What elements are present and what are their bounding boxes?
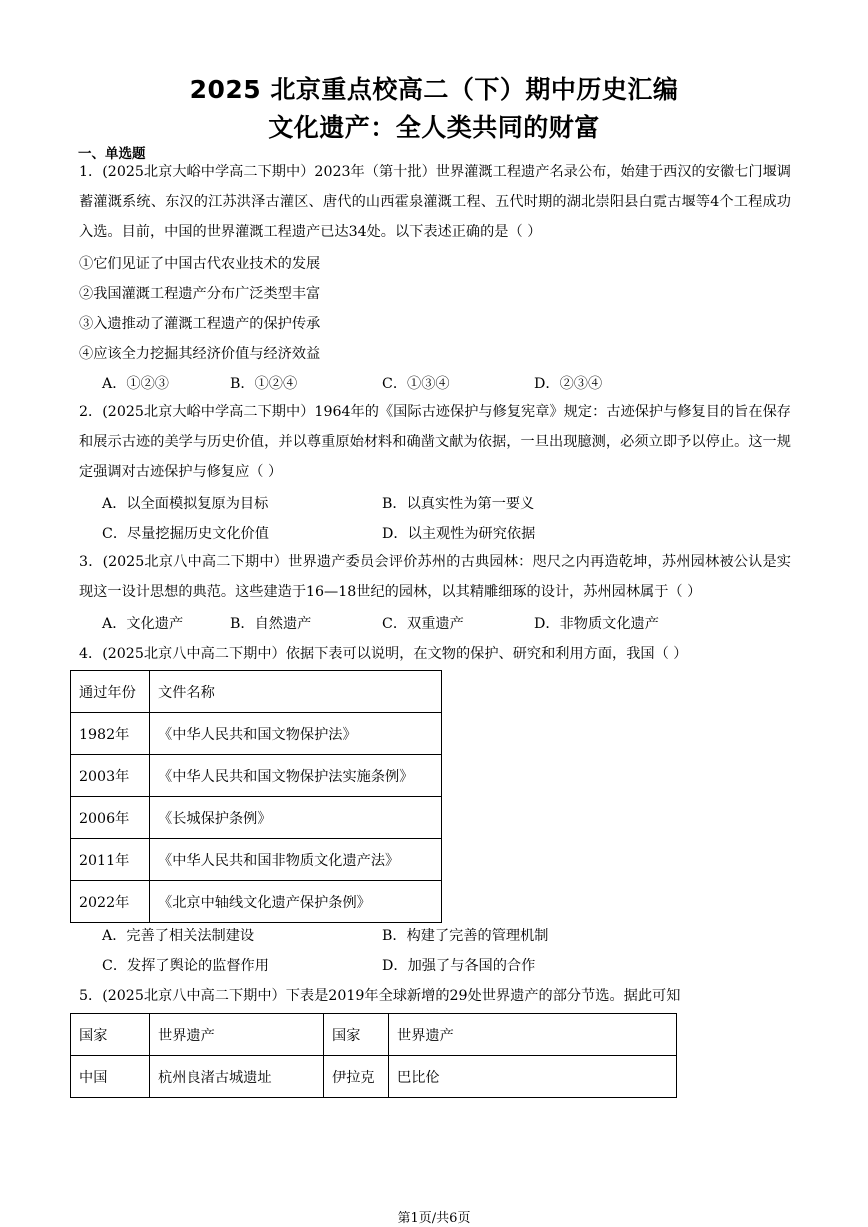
question-2-stem: 2．(2025北京大峪中学高二下期中）1964年的《国际古迹保护与修复宪章》规定：古迹保护与修复目的旨在保存和展示古迹的美学与历史价值，并以尊重原始材料和确凿文献为依据，一旦出现臆测，必须立即予以停止。这一规定强调对古迹保护与修复应（ ） — [79, 404, 791, 480]
table-cell: 《中华人民共和国文物保护法实施条例》 — [150, 755, 442, 797]
table-cell: 《北京中轴线文化遗产保护条例》 — [150, 881, 442, 923]
question-3-option-b: B．自然遗产 — [230, 616, 312, 632]
question-2-option-a: A．以全面模拟复原为目标 — [102, 496, 269, 512]
question-5-stem: 5．(2025北京八中高二下期中）下表是2019年全球新增的29处世界遗产的部分节选。据此可知 — [79, 988, 681, 1004]
table-header-cell: 文件名称 — [150, 671, 442, 713]
question-1-option-a: A．①②③ — [102, 376, 169, 392]
question-1-option-c: C．①③④ — [382, 376, 450, 392]
table-header-cell: 国家 — [71, 1014, 150, 1056]
question-1-statement: ①它们见证了中国古代农业技术的发展 — [79, 256, 321, 272]
table-cell: 2003年 — [71, 755, 150, 797]
table-header-cell: 世界遗产 — [389, 1014, 677, 1056]
question-1-statement: ③入遗推动了灌溉工程遗产的保护传承 — [79, 316, 321, 332]
question-2-option-d: D．以主观性为研究依据 — [382, 526, 536, 542]
question-3-stem: 3．(2025北京八中高二下期中）世界遗产委员会评价苏州的古典园林：咫尺之内再造乾坤，苏州园林被公认是实现这一设计思想的典范。这些建造于16—18世纪的园林，以其精雕细琢的设计，苏州园林属于（ ） — [79, 554, 791, 600]
table-row — [71, 839, 442, 881]
page-subtitle: 文化遗产：全人类共同的财富 — [268, 113, 600, 142]
table-cell: 《中华人民共和国非物质文化遗产法》 — [150, 839, 442, 881]
question-4-option-a: A．完善了相关法制建设 — [102, 928, 255, 944]
question-1-statement: ②我国灌溉工程遗产分布广泛类型丰富 — [79, 286, 321, 302]
table-row — [71, 797, 442, 839]
question-4-table — [70, 670, 442, 923]
question-2-option-c: C．尽量挖掘历史文化价值 — [102, 526, 269, 542]
table-row — [71, 881, 442, 923]
table-row — [71, 713, 442, 755]
table-cell: 杭州良渚古城遗址 — [150, 1056, 324, 1098]
table-cell: 2022年 — [71, 881, 150, 923]
page-number: 第1页/共6页 — [397, 1211, 471, 1226]
question-3-option-d: D．非物质文化遗产 — [534, 616, 659, 632]
table-header-cell: 国家 — [324, 1014, 389, 1056]
question-4-option-b: B．构建了完善的管理机制 — [382, 928, 549, 944]
table-header-row — [71, 1014, 677, 1056]
table-cell: 中国 — [71, 1056, 150, 1098]
question-2-option-b: B．以真实性为第一要义 — [382, 496, 535, 512]
table-cell: 伊拉克 — [324, 1056, 389, 1098]
question-4-option-d: D．加强了与各国的合作 — [382, 958, 536, 974]
question-3-option-c: C．双重遗产 — [382, 616, 464, 632]
table-cell: 《中华人民共和国文物保护法》 — [150, 713, 442, 755]
question-1-option-d: D．②③④ — [534, 376, 603, 392]
table-header-cell: 通过年份 — [71, 671, 150, 713]
page-title: 2025 北京重点校高二（下）期中历史汇编 — [189, 75, 679, 104]
table-header-row — [71, 671, 442, 713]
table-cell: 2011年 — [71, 839, 150, 881]
table-row — [71, 755, 442, 797]
table-header-cell: 世界遗产 — [150, 1014, 324, 1056]
table-cell: 巴比伦 — [389, 1056, 677, 1098]
question-5-table — [70, 1013, 677, 1098]
question-1-option-b: B．①②④ — [230, 376, 298, 392]
table-cell: 1982年 — [71, 713, 150, 755]
table-cell: 2006年 — [71, 797, 150, 839]
section-heading: 一、单选题 — [78, 146, 146, 162]
question-4-stem: 4．(2025北京八中高二下期中）依据下表可以说明，在文物的保护、研究和利用方面，我国（ ） — [79, 646, 688, 662]
question-1-stem: 1．(2025北京大峪中学高二下期中）2023年（第十批）世界灌溉工程遗产名录公布，始建于西汉的安徽七门堰调蓄灌溉系统、东汉的江苏洪泽古灌区、唐代的山西霍泉灌溉工程、五代时期的湖北崇阳县白霓古堰等4个工程成功入选。目前，中国的世界灌溉工程遗产已达34处。以下表述正确的是（ ） — [79, 164, 791, 240]
question-3-option-a: A．文化遗产 — [102, 616, 184, 632]
table-cell: 《长城保护条例》 — [150, 797, 442, 839]
question-4-option-c: C．发挥了舆论的监督作用 — [102, 958, 269, 974]
table-row — [71, 1056, 677, 1098]
question-1-statement: ④应该全力挖掘其经济价值与经济效益 — [79, 346, 321, 362]
